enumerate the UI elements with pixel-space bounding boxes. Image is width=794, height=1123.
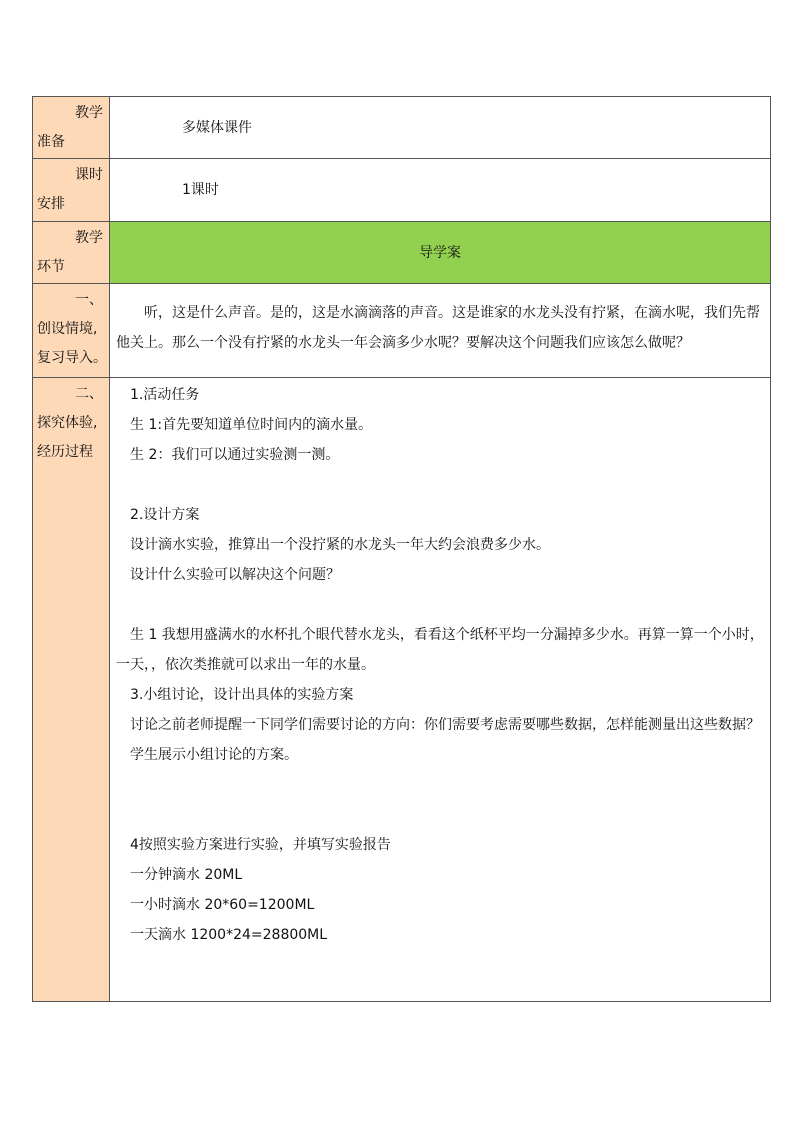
lesson-plan-table [32,96,771,1002]
content-schedule [110,159,771,222]
label-intro [33,284,110,378]
label-line: 安排 [37,196,65,212]
content-explore [110,378,771,1002]
label-line: 二、 [75,386,103,402]
content-intro [110,284,771,378]
paragraph: 设计滴水实验，推算出一个没拧紧的水龙头一年大约会浪费多少水。 [130,537,550,553]
row-explore [33,378,771,1002]
label-phase [33,222,110,284]
label-schedule [33,159,110,222]
row-schedule [33,159,771,222]
label-line: 准备 [37,134,65,150]
label-line: 一、 [75,292,103,308]
row-phase [33,222,771,284]
section-title: 2.设计方案 [130,507,200,523]
paragraph: 讨论之前老师提醒一下同学们需要讨论的方向：你们需要考虑需要哪些数据，怎样能测量出这些数据？ [130,717,760,733]
phase-title: 导学案 [419,244,461,261]
paragraph: 学生展示小组讨论的方案。 [130,747,298,763]
row-intro [33,284,771,378]
label-line: 教学 [75,105,103,121]
row-prep [33,97,771,159]
paragraph: 一分钟滴水 20ML [130,867,243,883]
label-line: 复习导入。 [37,350,107,366]
label-prep [33,97,110,159]
spacer [116,470,764,500]
paragraph: 设计什么实验可以解决这个问题？ [130,567,340,583]
spacer [116,770,764,800]
section-title: 1.活动任务 [130,387,200,403]
paragraph: 生 1 我想用盛满水的水杯扎个眼代替水龙头，看看这个纸杯平均一分漏掉多少水。再算一算一个小时，一天，，依次类推就可以求出一年的水量。 [116,627,764,673]
section-title: 4按照实验方案进行实验，并填写实验报告 [130,837,391,853]
label-line: 环节 [37,259,65,275]
paragraph: 一天滴水 1200*24=28800ML [130,927,328,943]
prep-text: 多媒体课件 [182,120,252,136]
label-line: 课时 [75,167,103,183]
intro-paragraph: 听，这是什么声音。是的，这是水滴滴落的声音。这是谁家的水龙头没有拧紧，在滴水呢，我们先帮他关上。那么一个没有拧紧的水龙头一年会滴多少水呢？要解决这个问题我们应该怎么做呢？ [116,305,760,351]
label-line: 经历过程 [37,444,93,460]
label-line: 探究体验, [37,415,98,431]
label-line: 创设情境, [37,321,98,337]
spacer [116,800,764,830]
paragraph: 一小时滴水 20*60=1200ML [130,897,315,913]
schedule-text: 1课时 [182,182,219,198]
paragraph: 生 1:首先要知道单位时间内的滴水量。 [130,417,373,433]
paragraph: 生 2：我们可以通过实验测一测。 [130,447,340,463]
phase-header [110,222,771,284]
label-explore [33,378,110,1002]
label-line: 教学 [75,230,103,246]
spacer [116,590,764,620]
section-title: 3.小组讨论，设计出具体的实验方案 [130,687,354,703]
content-prep [110,97,771,159]
